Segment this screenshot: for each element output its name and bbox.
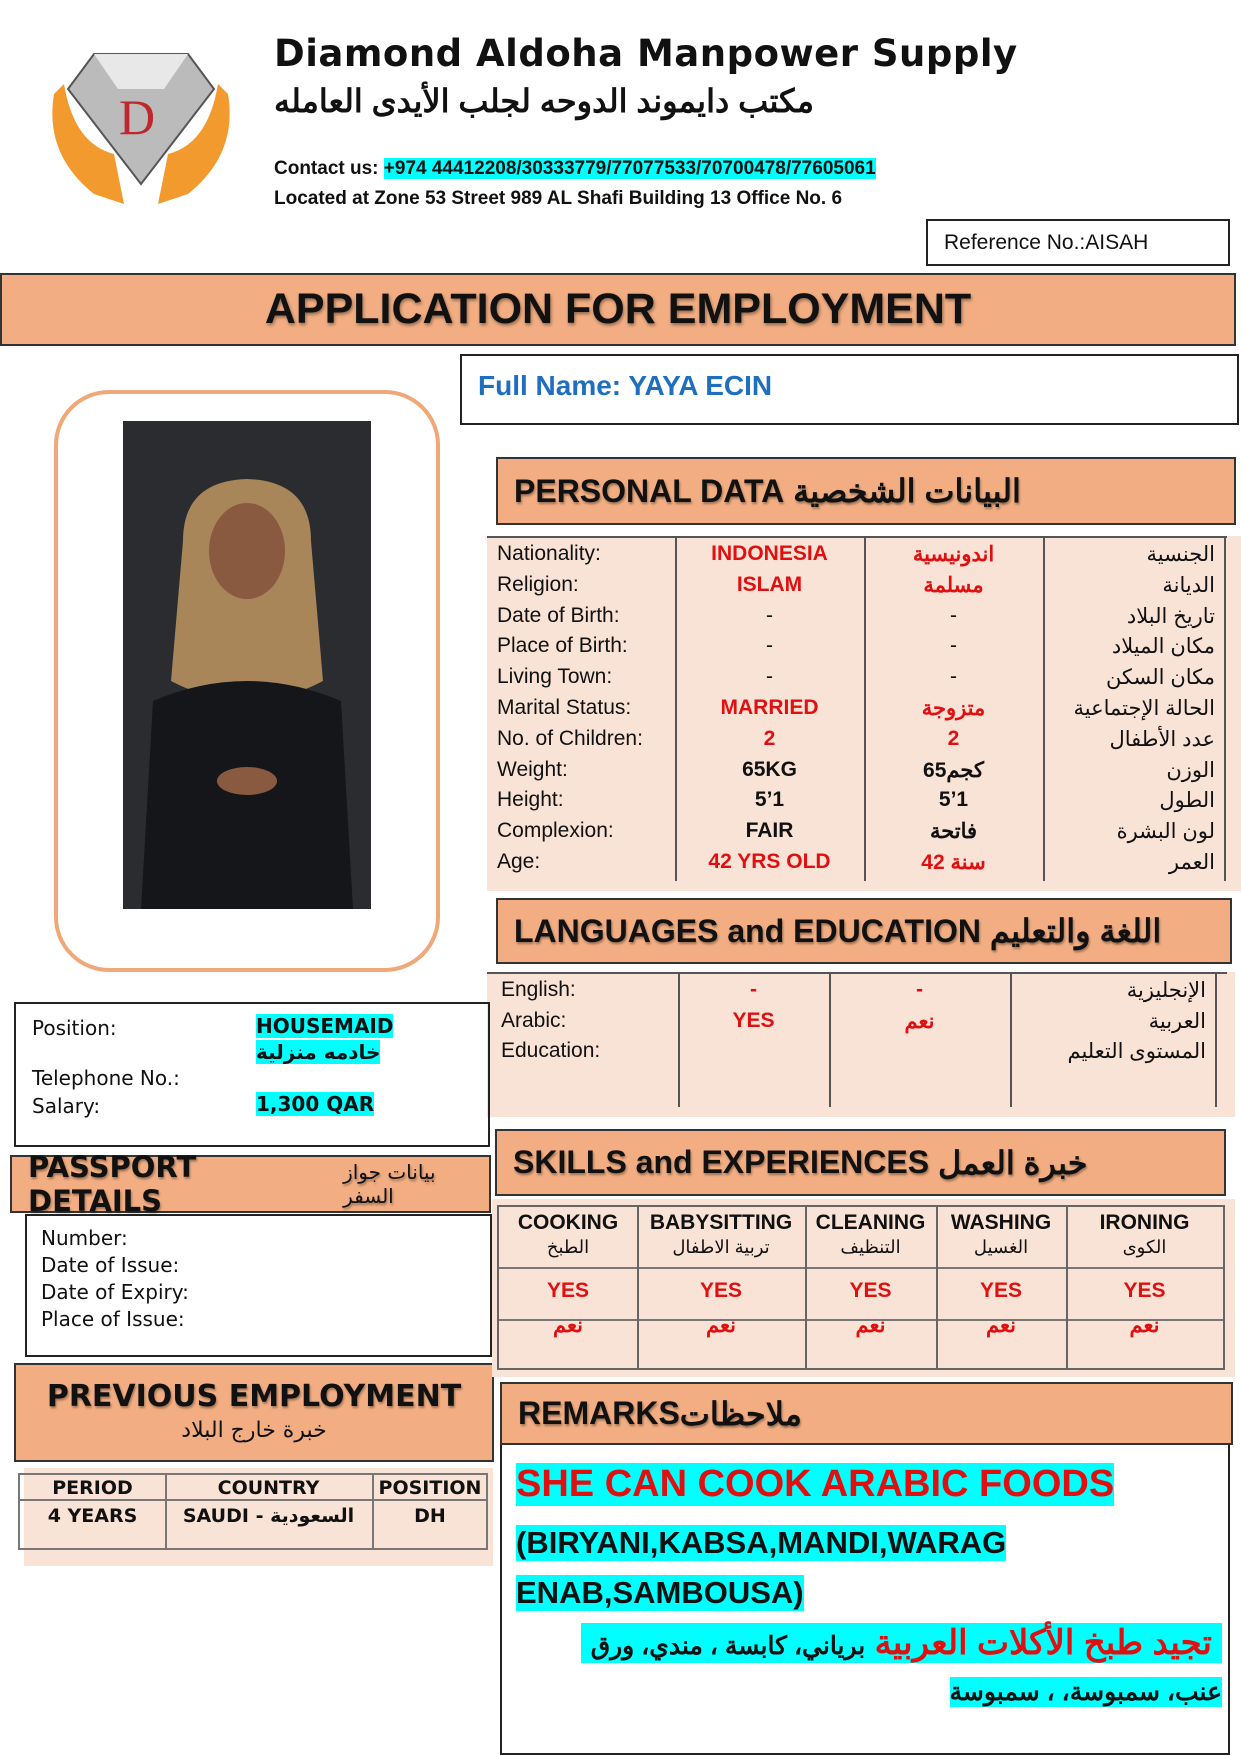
contact-label: Contact us: <box>274 158 379 179</box>
personal-label-arabic: الجنسية <box>1146 543 1215 566</box>
skills-header <box>495 1129 1226 1196</box>
previous-header-en: PREVIOUS EMPLOYMENT <box>46 1379 462 1414</box>
skill-name-arabic: الكوى <box>1122 1237 1167 1257</box>
reference-box <box>926 219 1230 266</box>
personal-value: 2 <box>763 726 776 750</box>
company-name-arabic: مكتب دايموند الدوحه لجلب الأيدى العامله <box>274 83 814 119</box>
personal-label: Nationality: <box>497 542 601 565</box>
remarks-line-3: ENAB,SAMBOUSA) <box>516 1575 804 1610</box>
personal-value-arabic: 42 سنة <box>921 851 986 874</box>
personal-label-arabic: الديانة <box>1162 573 1215 597</box>
telephone-label: Telephone No.: <box>32 1066 180 1090</box>
full-name: Full Name: YAYA ECIN <box>478 370 773 401</box>
remarks-header-ar: ملاحظات <box>679 1395 802 1432</box>
language-value-arabic: نعم <box>904 1009 935 1033</box>
personal-label: Weight: <box>497 757 568 781</box>
passport-number-label: Number: <box>41 1226 128 1250</box>
skill-name-arabic: الطبخ <box>546 1237 590 1257</box>
title-banner <box>0 273 1236 346</box>
skill-name-arabic: الغسيل <box>973 1237 1029 1257</box>
personal-value: INDONESIA <box>711 542 828 565</box>
skill-value: YES <box>979 1279 1023 1302</box>
position-box <box>14 1002 490 1147</box>
personal-label: Marital Status: <box>497 696 632 719</box>
personal-label-arabic: الطول <box>1159 789 1215 813</box>
remarks-arabic-line-1 <box>581 1623 1222 1663</box>
skill-value: YES <box>546 1279 590 1302</box>
personal-label-arabic: عدد الأطفال <box>1109 727 1215 751</box>
skills-grid <box>497 1205 1225 1370</box>
language-value: - <box>750 978 757 1001</box>
company-name: Diamond Aldoha Manpower Supply <box>274 32 1018 75</box>
skill-value-arabic: نعم <box>986 1314 1016 1337</box>
passport-header <box>10 1150 491 1218</box>
skill-name-arabic: تربية الاطفال <box>672 1237 770 1257</box>
personal-label-arabic: لون البشرة <box>1116 820 1215 844</box>
remarks-header-en: REMARKS <box>518 1395 680 1431</box>
skill-value: YES <box>849 1279 892 1302</box>
personal-value-arabic: - <box>950 603 957 627</box>
skill-value: YES <box>1123 1279 1166 1302</box>
remarks-line-2: (BIRYANI,KABSA,MANDI,WARAG <box>516 1525 1007 1560</box>
remarks-header <box>500 1382 1233 1445</box>
personal-label: Date of Birth: <box>497 603 620 627</box>
personal-value-arabic: - <box>950 634 957 658</box>
column-header-period: PERIOD <box>52 1477 133 1499</box>
language-label: Arabic: <box>501 1008 567 1032</box>
languages-header-en: LANGUAGES and EDUCATION <box>514 912 981 949</box>
skill-name: COOKING <box>517 1211 619 1234</box>
column-header-country: COUNTRY <box>217 1477 320 1499</box>
company-address: Located at Zone 53 Street 989 AL Shafi Building 13 Office No. 6 <box>274 188 843 209</box>
personal-header-ar: البيانات الشخصية <box>793 473 1021 509</box>
salary-label: Salary: <box>32 1094 101 1118</box>
reference-number: Reference No.:AISAH <box>944 231 1149 254</box>
position-value-arabic: خادمه منزلية <box>256 1040 381 1064</box>
personal-label-arabic: مكان السكن <box>1105 666 1215 690</box>
language-label: English: <box>501 978 576 1001</box>
personal-data-table <box>487 536 1241 891</box>
personal-value-arabic: 65كجم <box>923 758 984 782</box>
personal-value: ISLAM <box>736 572 803 596</box>
column-header-position: POSITION <box>378 1477 482 1499</box>
skill-value: YES <box>699 1279 743 1302</box>
skill-name: BABYSITTING <box>649 1211 793 1234</box>
applicant-photo <box>123 421 371 909</box>
personal-value: - <box>766 634 773 658</box>
personal-value: 65KG <box>742 757 797 781</box>
skill-name: CLEANING <box>815 1211 926 1234</box>
personal-label-arabic: تاريخ البلاد <box>1126 604 1215 628</box>
personal-value: FAIR <box>745 819 794 843</box>
remarks-arabic-black: برياني، كابسة ، مندي، ورق <box>590 1632 866 1660</box>
previous-header-ar: خبرة خارج البلاد <box>181 1418 327 1443</box>
personal-label: Height: <box>497 788 564 812</box>
skill-value-arabic: نعم <box>706 1314 736 1337</box>
page-title: APPLICATION FOR EMPLOYMENT <box>264 285 972 333</box>
personal-value-arabic: مسلمة <box>923 573 984 597</box>
remarks-line-1: SHE CAN COOK ARABIC FOODS <box>516 1463 1115 1505</box>
personal-value: 5’1 <box>754 788 785 812</box>
personal-label-arabic: الحالة الإجتماعية <box>1073 697 1215 720</box>
skill-name-arabic: التنظيف <box>840 1237 901 1257</box>
skill-name: WASHING <box>950 1211 1052 1234</box>
previous-position: DH <box>414 1505 446 1527</box>
previous-period: 4 YEARS <box>47 1505 138 1527</box>
previous-country: SAUDI - السعودية <box>182 1505 355 1527</box>
passport-body <box>25 1214 492 1357</box>
remarks-arabic-line-2: عنب، سمبوسة، ، سمبوسة <box>949 1678 1222 1706</box>
languages-header <box>496 898 1232 964</box>
company-logo <box>34 34 248 214</box>
passport-expiry-date-label: Date of Expiry: <box>41 1280 189 1304</box>
personal-data-header <box>496 457 1236 525</box>
skill-name: IRONING <box>1099 1211 1190 1234</box>
personal-label-arabic: العمر <box>1168 851 1215 874</box>
passport-header-en: PASSPORT DETAILS <box>28 1150 197 1218</box>
personal-value-arabic: - <box>950 665 957 689</box>
language-value: YES <box>732 1008 775 1032</box>
personal-label-arabic: مكان الميلاد <box>1111 635 1215 659</box>
previous-employment-header <box>14 1363 494 1462</box>
personal-label: Complexion: <box>497 819 614 843</box>
language-value-arabic: - <box>916 978 923 1001</box>
personal-value-arabic: 2 <box>947 726 960 750</box>
languages-header-ar: اللغة والتعليم <box>989 913 1162 949</box>
skill-value-arabic: نعم <box>1129 1314 1160 1337</box>
position-value: HOUSEMAID <box>256 1014 394 1038</box>
personal-header-en: PERSONAL DATA <box>514 472 785 509</box>
personal-value: MARRIED <box>720 696 819 719</box>
personal-label: Living Town: <box>497 665 613 689</box>
remarks-arabic-red: تجيد طبخ الأكلات العربية <box>874 1624 1212 1662</box>
contact-numbers: +974 44412208/30333779/77077533/70700478/77605061 <box>383 158 876 179</box>
personal-label: No. of Children: <box>497 726 643 750</box>
personal-label: Age: <box>497 850 541 873</box>
language-label-arabic: المستوى التعليم <box>1067 1040 1206 1063</box>
language-label-arabic: الإنجليزية <box>1126 979 1206 1002</box>
salary-value: 1,300 QAR <box>256 1092 375 1116</box>
svg-text:D: D <box>119 89 156 145</box>
skills-header-ar: خبرة العمل <box>937 1144 1088 1181</box>
skill-value-arabic: نعم <box>855 1314 886 1337</box>
previous-table-grid <box>18 1473 488 1550</box>
personal-value: 42 YRS OLD <box>708 850 831 873</box>
passport-place-label: Place of Issue: <box>41 1307 185 1331</box>
languages-table <box>487 972 1235 1117</box>
personal-value-arabic: متزوجة <box>921 697 986 720</box>
personal-value-arabic: فاتحة <box>929 820 978 844</box>
contact-line <box>274 158 876 180</box>
passport-issue-date-label: Date of Issue: <box>41 1253 180 1277</box>
personal-value: - <box>766 603 773 627</box>
language-label: Education: <box>501 1039 601 1062</box>
remarks-body <box>500 1445 1230 1755</box>
position-label: Position: <box>32 1016 117 1040</box>
personal-label: Place of Birth: <box>497 634 628 658</box>
language-label-arabic: العربية <box>1148 1009 1206 1033</box>
personal-label: Religion: <box>497 572 579 596</box>
personal-label-arabic: الوزن <box>1166 758 1215 782</box>
skill-value-arabic: نعم <box>553 1314 583 1337</box>
personal-value-arabic: 5’1 <box>938 788 969 812</box>
full-name-box <box>460 354 1239 425</box>
personal-value: - <box>766 665 773 689</box>
passport-header-ar: بيانات جواز السفر <box>343 1160 436 1208</box>
personal-value-arabic: اندونيسية <box>912 543 995 566</box>
skills-header-en: SKILLS and EXPERIENCES <box>513 1144 930 1180</box>
